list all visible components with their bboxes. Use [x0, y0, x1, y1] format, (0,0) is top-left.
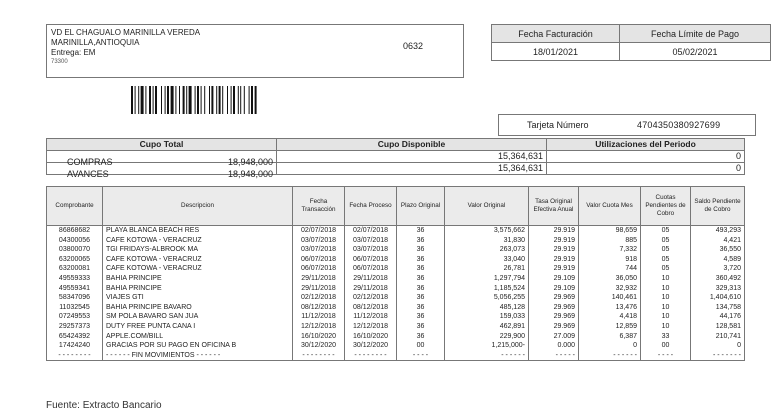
- card-number-box: [498, 114, 756, 136]
- cell-valor: 3,575,662: [445, 226, 529, 236]
- cell-comprobante: 86868682: [47, 226, 103, 236]
- cell-fecha-transaccion: 02/12/2018: [293, 293, 345, 303]
- col-header-comprobante: Comprobante: [47, 187, 103, 226]
- cupo-available-value: 15,364,631: [277, 151, 547, 163]
- cell-valor: 462,891: [445, 322, 529, 332]
- cell-valor-cuota: 140,461: [579, 293, 641, 303]
- col-header-valor-cuota: Valor Cuota Mes: [579, 187, 641, 226]
- cell-fecha-proceso: 06/07/2018: [345, 255, 397, 265]
- cell-tasa: - - - - -: [529, 351, 579, 361]
- credit-limit-table: [46, 138, 745, 179]
- cupo-row-label: COMPRAS: [67, 156, 113, 167]
- period-usage-value: 0: [547, 151, 745, 163]
- cell-valor-cuota: 32,932: [579, 284, 641, 294]
- cell-valor-cuota: 36,050: [579, 274, 641, 284]
- address-line-4: 73300: [51, 59, 68, 65]
- period-usage-value: 0: [547, 163, 745, 175]
- movements-table: [46, 186, 745, 361]
- cupo-total-value: 18,948,000: [227, 168, 273, 179]
- cell-descripcion: BAHIA PRINCIPE: [103, 274, 293, 284]
- table-row: [47, 322, 745, 332]
- cell-valor: - - - - - -: [445, 351, 529, 361]
- cell-fecha-proceso: - - - - - - - -: [345, 351, 397, 361]
- cupo-row-avances: [47, 163, 745, 175]
- cell-descripcion: VIAJES GTI: [103, 293, 293, 303]
- cell-plazo: 36: [397, 274, 445, 284]
- table-row: [47, 245, 745, 255]
- address-line-2: MARINILLA,ANTIOQUIA: [51, 38, 140, 47]
- billing-date-value: 18/01/2021: [492, 43, 620, 61]
- cell-fecha-transaccion: 08/12/2018: [293, 303, 345, 313]
- address-box: [46, 24, 464, 78]
- cell-valor-cuota: 918: [579, 255, 641, 265]
- cell-valor: 485,128: [445, 303, 529, 313]
- cell-comprobante: 11032545: [47, 303, 103, 313]
- cell-plazo: 36: [397, 226, 445, 236]
- col-header-cuotas: Cuotas Pendientes de Cobro: [641, 187, 691, 226]
- cell-valor-cuota: 6,387: [579, 332, 641, 342]
- cell-comprobante: 65424392: [47, 332, 103, 342]
- cell-fecha-transaccion: 29/11/2018: [293, 284, 345, 294]
- cell-descripcion: BAHIA PRINCIPE BAVARO: [103, 303, 293, 313]
- cell-fecha-proceso: 16/10/2020: [345, 332, 397, 342]
- cell-descripcion: - - - - - - FIN MOVIMIENTOS - - - - - -: [103, 351, 293, 361]
- cell-tasa: 29.109: [529, 284, 579, 294]
- cell-comprobante: 49559333: [47, 274, 103, 284]
- table-row: [47, 226, 745, 236]
- cell-saldo: 0: [691, 341, 745, 351]
- cell-fecha-transaccion: 02/07/2018: [293, 226, 345, 236]
- cell-tasa: 29.969: [529, 303, 579, 313]
- cell-fecha-transaccion: - - - - - - - -: [293, 351, 345, 361]
- card-number-label: Tarjeta Número: [527, 120, 589, 130]
- cell-valor: 1,215,000-: [445, 341, 529, 351]
- cell-descripcion: GRACIAS POR SU PAGO EN OFICINA B: [103, 341, 293, 351]
- cell-valor-cuota: 12,859: [579, 322, 641, 332]
- cell-tasa: 29.109: [529, 274, 579, 284]
- cell-fecha-proceso: 12/12/2018: [345, 322, 397, 332]
- cell-plazo: 36: [397, 255, 445, 265]
- col-header-plazo: Plazo Original: [397, 187, 445, 226]
- zone-code: 0632: [402, 41, 423, 51]
- cell-valor-cuota: 885: [579, 236, 641, 246]
- cell-valor: 1,185,524: [445, 284, 529, 294]
- cell-saldo: 1,404,610: [691, 293, 745, 303]
- source-footer: Fuente: Extracto Bancario: [46, 400, 162, 411]
- cell-cuotas: 10: [641, 303, 691, 313]
- cell-cuotas: 33: [641, 332, 691, 342]
- table-row: [47, 255, 745, 265]
- cell-fecha-transaccion: 16/10/2020: [293, 332, 345, 342]
- barcode: [131, 86, 302, 114]
- cell-descripcion: CAFE KOTOWA - VERACRUZ: [103, 255, 293, 265]
- cell-valor-cuota: 0: [579, 341, 641, 351]
- table-row: [47, 284, 745, 294]
- table-row: [47, 293, 745, 303]
- col-header-saldo: Saldo Pendiente de Cobro: [691, 187, 745, 226]
- cell-saldo: 360,492: [691, 274, 745, 284]
- col-header-fecha-transaccion: Fecha Transacción: [293, 187, 345, 226]
- cell-valor: 229,900: [445, 332, 529, 342]
- cell-saldo: 4,421: [691, 236, 745, 246]
- cell-fecha-proceso: 06/07/2018: [345, 264, 397, 274]
- col-header-descripcion: Descripcion: [103, 187, 293, 226]
- cupo-row-label: AVANCES: [67, 168, 109, 179]
- cupo-total-cell: [47, 151, 277, 167]
- cell-fecha-transaccion: 29/11/2018: [293, 274, 345, 284]
- cell-plazo: 36: [397, 284, 445, 294]
- table-row: [47, 274, 745, 284]
- cell-plazo: 36: [397, 312, 445, 322]
- cell-descripcion: CAFE KOTOWA - VERACRUZ: [103, 236, 293, 246]
- cell-comprobante: 03800070: [47, 245, 103, 255]
- cell-tasa: 27.009: [529, 332, 579, 342]
- billing-date-label: Fecha Facturación: [492, 25, 620, 43]
- cell-cuotas: 05: [641, 245, 691, 255]
- cell-plazo: 36: [397, 332, 445, 342]
- cell-fecha-proceso: 02/12/2018: [345, 293, 397, 303]
- cell-descripcion: DUTY FREE PUNTA CANA I: [103, 322, 293, 332]
- cell-cuotas: 10: [641, 284, 691, 294]
- col-header-fecha-proceso: Fecha Proceso: [345, 187, 397, 226]
- cell-fecha-proceso: 03/07/2018: [345, 245, 397, 255]
- cell-descripcion: PLAYA BLANCA BEACH RES: [103, 226, 293, 236]
- cell-comprobante: 49559341: [47, 284, 103, 294]
- cell-valor-cuota: 4,418: [579, 312, 641, 322]
- cell-plazo: - - - -: [397, 351, 445, 361]
- cupo-row-compras: [47, 151, 745, 163]
- cell-comprobante: 63200081: [47, 264, 103, 274]
- cell-valor: 5,056,255: [445, 293, 529, 303]
- cell-saldo: 3,720: [691, 264, 745, 274]
- cell-plazo: 36: [397, 236, 445, 246]
- cell-valor-cuota: - - - - - -: [579, 351, 641, 361]
- cell-fecha-proceso: 29/11/2018: [345, 284, 397, 294]
- cell-valor: 31,830: [445, 236, 529, 246]
- cell-descripcion: CAFE KOTOWA - VERACRUZ: [103, 264, 293, 274]
- cell-comprobante: 04300056: [47, 236, 103, 246]
- cell-tasa: 29.919: [529, 236, 579, 246]
- cell-valor-cuota: 98,659: [579, 226, 641, 236]
- period-usage-header: Utilizaciones del Periodo: [547, 139, 745, 151]
- cell-valor: 263,073: [445, 245, 529, 255]
- cell-descripcion: SM POLA BAVARO SAN JUA: [103, 312, 293, 322]
- cell-fecha-proceso: 11/12/2018: [345, 312, 397, 322]
- cell-cuotas: 05: [641, 264, 691, 274]
- cell-fecha-proceso: 29/11/2018: [345, 274, 397, 284]
- cell-descripcion: BAHIA PRINCIPE: [103, 284, 293, 294]
- table-row: [47, 264, 745, 274]
- cell-valor-cuota: 13,476: [579, 303, 641, 313]
- cupo-available-value: 15,364,631: [277, 163, 547, 175]
- cell-cuotas: - - - -: [641, 351, 691, 361]
- cell-cuotas: 05: [641, 255, 691, 265]
- col-header-tasa: Tasa Original Efectiva Anual: [529, 187, 579, 226]
- cell-valor: 1,297,794: [445, 274, 529, 284]
- cell-comprobante: - - - - - - - -: [47, 351, 103, 361]
- card-number-value: 4704350380927699: [637, 120, 721, 130]
- due-date-value: 05/02/2021: [620, 43, 771, 61]
- cell-fecha-transaccion: 03/07/2018: [293, 245, 345, 255]
- cupo-total-cell: [47, 163, 277, 179]
- cell-comprobante: 17424240: [47, 341, 103, 351]
- cell-descripcion: APPLE.COM/BILL: [103, 332, 293, 342]
- cell-saldo: 210,741: [691, 332, 745, 342]
- cell-saldo: 36,550: [691, 245, 745, 255]
- cell-valor: 33,040: [445, 255, 529, 265]
- table-row: [47, 236, 745, 246]
- cell-saldo: 4,589: [691, 255, 745, 265]
- table-row: [47, 332, 745, 342]
- table-row: [47, 303, 745, 313]
- cell-fecha-proceso: 08/12/2018: [345, 303, 397, 313]
- cell-tasa: 29.919: [529, 226, 579, 236]
- cell-cuotas: 10: [641, 322, 691, 332]
- cell-fecha-proceso: 30/12/2020: [345, 341, 397, 351]
- cell-saldo: 134,758: [691, 303, 745, 313]
- cell-cuotas: 05: [641, 226, 691, 236]
- cell-fecha-transaccion: 06/07/2018: [293, 264, 345, 274]
- cell-tasa: 29.919: [529, 264, 579, 274]
- cell-tasa: 0.000: [529, 341, 579, 351]
- table-row: [47, 312, 745, 322]
- cupo-total-header: Cupo Total: [47, 139, 277, 151]
- cell-saldo: 44,176: [691, 312, 745, 322]
- cupo-available-header: Cupo Disponible: [277, 139, 547, 151]
- cupo-total-value: 18,948,000: [227, 156, 273, 167]
- cell-saldo: - - - - - - -: [691, 351, 745, 361]
- cell-fecha-proceso: 02/07/2018: [345, 226, 397, 236]
- cell-tasa: 29.969: [529, 293, 579, 303]
- cell-tasa: 29.969: [529, 312, 579, 322]
- cell-saldo: 329,313: [691, 284, 745, 294]
- cell-cuotas: 00: [641, 341, 691, 351]
- cell-fecha-transaccion: 06/07/2018: [293, 255, 345, 265]
- cell-cuotas: 10: [641, 274, 691, 284]
- cell-valor: 26,781: [445, 264, 529, 274]
- col-header-valor: Valor Original: [445, 187, 529, 226]
- cell-plazo: 36: [397, 293, 445, 303]
- cell-fecha-transaccion: 03/07/2018: [293, 236, 345, 246]
- cell-plazo: 36: [397, 264, 445, 274]
- table-row: [47, 351, 745, 361]
- cell-descripcion: TGI FRIDAYS-ALBROOK MA: [103, 245, 293, 255]
- cell-valor-cuota: 744: [579, 264, 641, 274]
- cell-comprobante: 58347096: [47, 293, 103, 303]
- cell-tasa: 29.919: [529, 255, 579, 265]
- dates-table: [491, 24, 771, 61]
- cell-plazo: 36: [397, 245, 445, 255]
- table-row: [47, 341, 745, 351]
- cell-valor-cuota: 7,332: [579, 245, 641, 255]
- cell-plazo: 00: [397, 341, 445, 351]
- cell-saldo: 493,293: [691, 226, 745, 236]
- cell-plazo: 36: [397, 322, 445, 332]
- cell-cuotas: 10: [641, 293, 691, 303]
- cell-fecha-transaccion: 11/12/2018: [293, 312, 345, 322]
- cell-comprobante: 29257373: [47, 322, 103, 332]
- address-line-3: Entrega: EM: [51, 48, 96, 57]
- due-date-label: Fecha Límite de Pago: [620, 25, 771, 43]
- address-line-1: VD EL CHAGUALO MARINILLA VEREDA: [51, 28, 201, 37]
- cell-fecha-proceso: 03/07/2018: [345, 236, 397, 246]
- cell-comprobante: 07249553: [47, 312, 103, 322]
- cell-comprobante: 63200065: [47, 255, 103, 265]
- cell-cuotas: 05: [641, 236, 691, 246]
- cell-cuotas: 10: [641, 312, 691, 322]
- cell-saldo: 128,581: [691, 322, 745, 332]
- cell-fecha-transaccion: 12/12/2018: [293, 322, 345, 332]
- cell-fecha-transaccion: 30/12/2020: [293, 341, 345, 351]
- cell-valor: 159,033: [445, 312, 529, 322]
- cell-tasa: 29.969: [529, 322, 579, 332]
- cell-plazo: 36: [397, 303, 445, 313]
- cell-tasa: 29.919: [529, 245, 579, 255]
